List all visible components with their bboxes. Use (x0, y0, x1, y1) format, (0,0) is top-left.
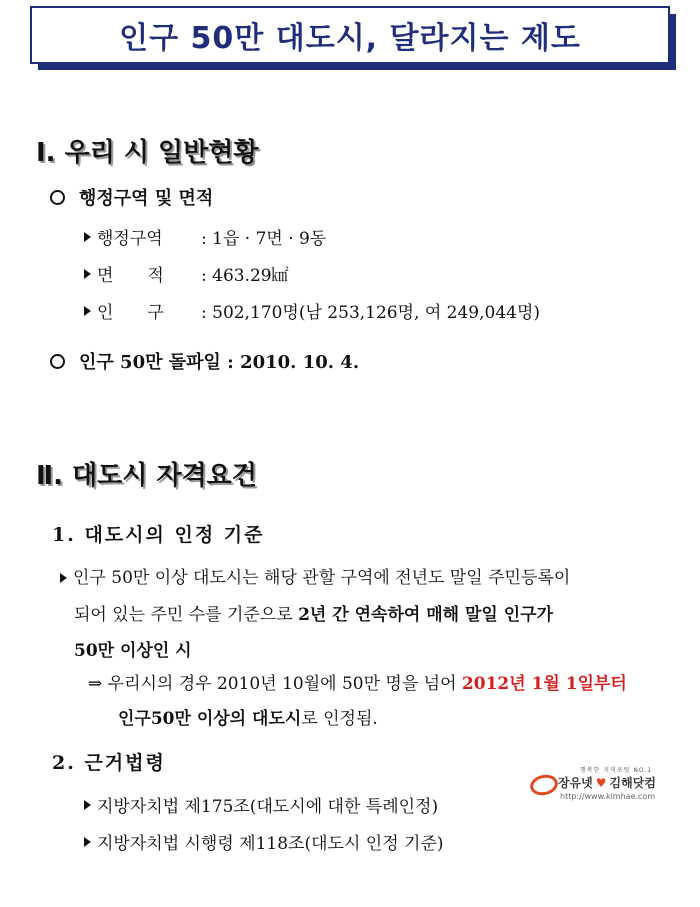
logo-url: http://www.kimhae.com (560, 792, 656, 801)
milestone (50, 348, 359, 374)
criteria-line-2 (74, 600, 553, 625)
info-label: 행정구역 (97, 229, 163, 249)
heart-icon: ♥ (595, 776, 607, 790)
logo-name (558, 774, 656, 791)
law-item-1 (84, 792, 438, 817)
title-banner (30, 6, 670, 64)
milestone-text: 인구 50만 돌파일 : 2010. 10. 4. (79, 352, 360, 373)
info-value: : 502,170명(남 253,126명, 여 249,044명) (201, 303, 541, 323)
triangle-bullet-icon (84, 269, 91, 279)
info-label: 면 적 (97, 266, 164, 286)
criteria-note-2 (118, 704, 378, 729)
criteria-note-date: 2012년 1월 1일부터 (461, 674, 627, 694)
criteria-note (88, 669, 627, 694)
circle-bullet-icon (50, 190, 65, 205)
info-row-population (84, 298, 540, 323)
logo-name-left: 장유넷 (558, 776, 593, 790)
info-value: : 1읍 · 7면 · 9동 (201, 229, 327, 249)
law-item-text: 지방자치법 시행령 제118조(대도시 인정 기준) (97, 834, 444, 854)
triangle-bullet-icon (60, 573, 67, 583)
title-box (30, 6, 670, 64)
criteria-line-2-bold: 2년 간 연속하여 매해 말일 인구가 (298, 605, 554, 625)
criteria-line-1 (60, 563, 570, 588)
info-row-area (84, 261, 289, 286)
circle-bullet-icon (50, 354, 65, 369)
criteria-line-3 (74, 636, 192, 661)
triangle-bullet-icon (84, 232, 91, 242)
logo-name-right: 김해닷컴 (609, 776, 656, 790)
site-logo (528, 765, 668, 805)
criteria-heading: 1. 대도시의 인정 기준 (52, 524, 265, 546)
law-item-text: 지방자치법 제175조(대도시에 대한 특례인정) (97, 797, 439, 817)
triangle-bullet-icon (84, 800, 91, 810)
legal-basis-heading: 2. 근거법령 (52, 752, 166, 774)
info-label: 인 구 (97, 303, 164, 323)
section2-heading: Ⅱ. 대도시 자격요건 (36, 461, 257, 491)
logo-tagline: 행복한 지역포털 NO.1 (580, 767, 653, 774)
info-row-district (84, 224, 326, 249)
criteria-note-2-text: 로 인정됨. (301, 709, 378, 729)
logo-ring-icon (528, 772, 560, 797)
info-value: : 463.29㎢ (201, 266, 289, 286)
triangle-bullet-icon (84, 306, 91, 316)
page-title: 인구 50만 대도시, 달라지는 제도 (119, 21, 581, 56)
admin-area-heading-text: 행정구역 및 면적 (79, 188, 214, 209)
criteria-line-2-text: 되어 있는 주민 수를 기준으로 (74, 605, 299, 625)
criteria-note-2-bold: 인구50만 이상의 대도시 (118, 709, 302, 729)
criteria-line-3-bold: 50만 이상인 시 (74, 641, 192, 661)
triangle-bullet-icon (84, 837, 91, 847)
criteria-note-text: ⇒ 우리시의 경우 2010년 10월에 50만 명을 넘어 (88, 674, 462, 694)
section1-heading: Ⅰ. 우리 시 일반현황 (36, 138, 259, 168)
criteria-line-1-text: 인구 50만 이상 대도시는 해당 관할 구역에 전년도 말일 주민등록이 (73, 568, 571, 588)
law-item-2 (84, 829, 444, 854)
admin-area-heading (50, 184, 213, 210)
